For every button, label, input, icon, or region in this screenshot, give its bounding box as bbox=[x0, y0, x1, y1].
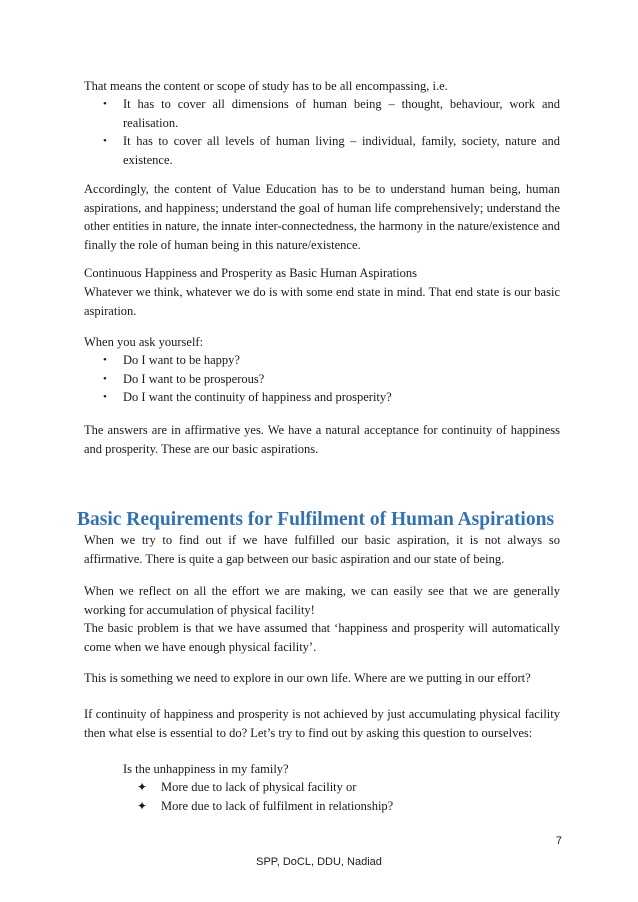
page-footer: SPP, DoCL, DDU, Nadiad bbox=[256, 856, 382, 868]
continuity-paragraph: If continuity of happiness and prosperity is not achieved by just accumulating physical facility then what else is essential to do? Let’s try to find out by asking this question to ourselves: bbox=[84, 707, 560, 740]
bullet-marker: • bbox=[103, 372, 107, 385]
bullet-marker: • bbox=[103, 98, 107, 110]
question-text: Do I want to be prosperous? bbox=[123, 371, 265, 386]
option-text: More due to lack of physical facility or bbox=[161, 780, 357, 794]
section-subtitle: Continuous Happiness and Prosperity as Basic Human Aspirations bbox=[84, 266, 417, 280]
aspiration-paragraph: Whatever we think, whatever we do is with some end state in mind. That end state is our basic aspiration. bbox=[84, 285, 560, 318]
intro-lead: That means the content or scope of study has to be all encompassing, i.e. bbox=[84, 79, 448, 93]
explore-paragraph: This is something we need to explore in our own life. Where are we putting in our effort? bbox=[84, 671, 531, 685]
bullet-marker: • bbox=[103, 354, 107, 366]
bullet-text: It has to cover all levels of human living – individual, family, society, nature and existence. bbox=[123, 134, 560, 167]
bullet-marker: • bbox=[103, 391, 107, 403]
family-question: Is the unhappiness in my family? bbox=[123, 762, 289, 776]
bullet-item bbox=[84, 132, 560, 169]
option-text: More due to lack of fulfilment in relationship? bbox=[161, 798, 394, 813]
option-item bbox=[133, 797, 393, 816]
value-education-paragraph: Accordingly, the content of Value Education has to be to understand human being, human aspirations, and happiness; understand the goal of human life comprehensively; understand the other entities in nature, the innate inter-connectedness, the harmony in the nature/existence and finally the role of human being in this nature/existence. bbox=[84, 182, 560, 252]
bullet-marker: • bbox=[103, 135, 107, 147]
effort-paragraph: When we reflect on all the effort we are making, we can easily see that we are generally working for accumulation of physical facility! bbox=[84, 584, 560, 617]
question-list bbox=[84, 351, 560, 407]
question-item bbox=[84, 388, 560, 407]
option-item bbox=[133, 778, 393, 797]
bullet-item bbox=[84, 95, 560, 132]
problem-paragraph: The basic problem is that we have assumed that ‘happiness and prosperity will automatically come when we have enough physical facility’. bbox=[84, 621, 560, 654]
star-bullet-icon: ✦ bbox=[137, 780, 148, 794]
bullet-text: It has to cover all dimensions of human being – thought, behaviour, work and realisation. bbox=[123, 97, 560, 130]
star-bullet-icon: ✦ bbox=[137, 798, 148, 813]
option-list bbox=[133, 778, 393, 815]
question-text: Do I want to be happy? bbox=[123, 353, 240, 367]
question-text: Do I want the continuity of happiness and prosperity? bbox=[123, 390, 392, 404]
question-item bbox=[84, 370, 560, 389]
page-number: 7 bbox=[555, 835, 562, 847]
section-heading: Basic Requirements for Fulfilment of Human Aspirations bbox=[77, 509, 555, 530]
scope-bullet-list bbox=[84, 95, 560, 169]
ask-lead: When you ask yourself: bbox=[84, 335, 204, 349]
answer-paragraph: The answers are in affirmative yes. We have a natural acceptance for continuity of happiness and prosperity. These are our basic aspirations. bbox=[84, 423, 560, 456]
question-item bbox=[84, 351, 560, 370]
gap-paragraph: When we try to find out if we have fulfilled our basic aspiration, it is not always so affirmative. There is quite a gap between our basic aspiration and our state of being. bbox=[84, 533, 560, 566]
